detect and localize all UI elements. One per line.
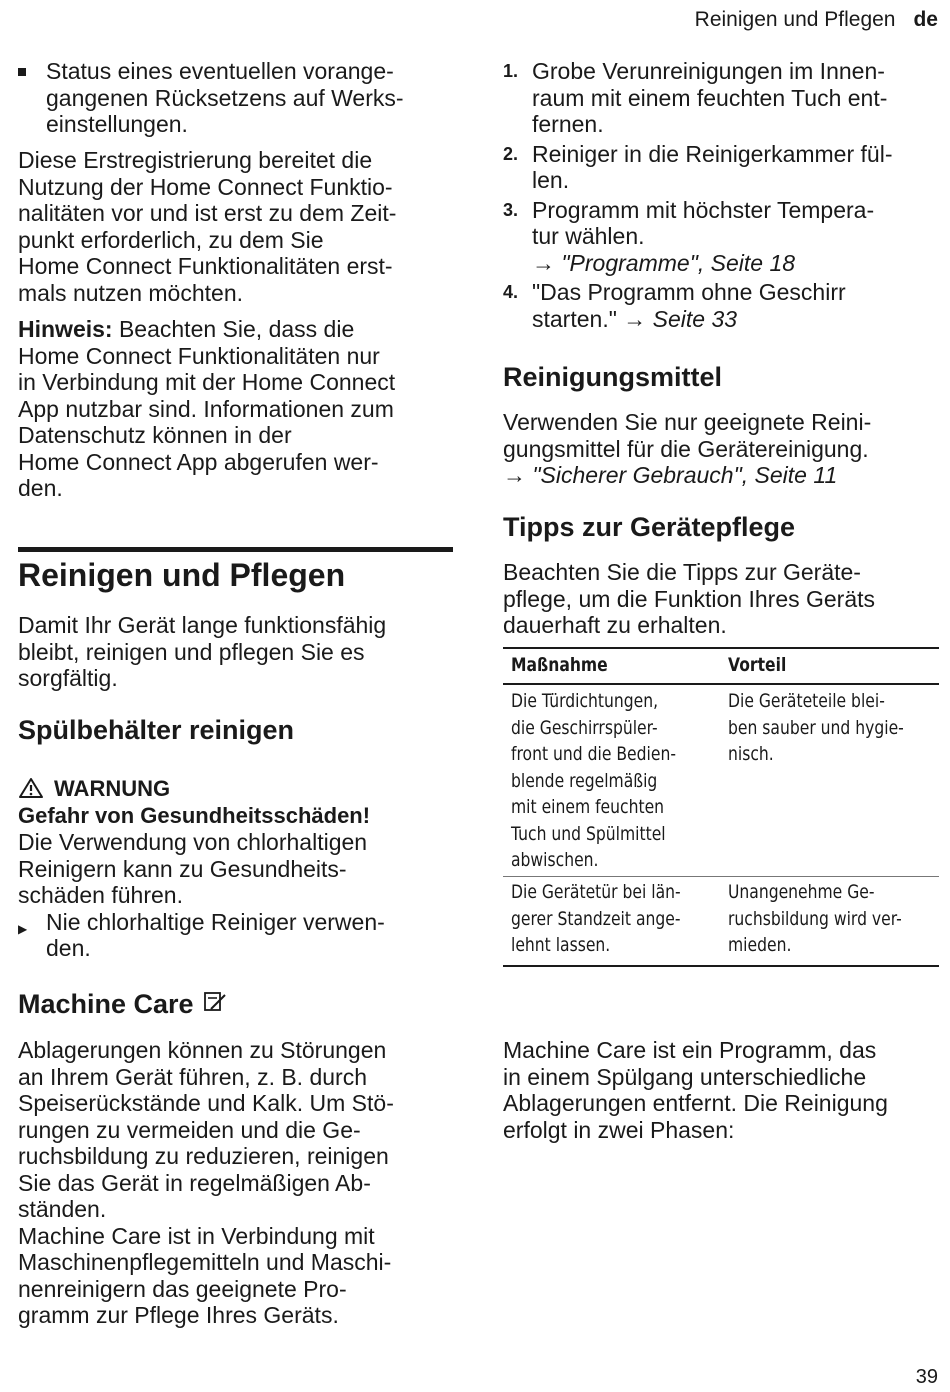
text-line: len.: [532, 167, 570, 193]
text-line: tur wählen.: [532, 223, 645, 249]
step-number: 4.: [503, 282, 519, 302]
text-line: Speiserückstände und Kalk. Um Stö-: [18, 1090, 394, 1116]
paragraph-registration: [18, 147, 396, 306]
text-line: sorgfältig.: [18, 665, 118, 691]
text-line: Home Connect App abgerufen wer-: [18, 448, 379, 475]
cleaning-agents-title: Reinigungsmittel: [503, 362, 723, 392]
text-line: abwischen.: [511, 849, 599, 871]
text-line: dauerhaft zu erhalten.: [503, 612, 727, 638]
warning-label: WARNUNG: [54, 776, 171, 801]
table-cell: [511, 879, 681, 959]
text-line: nisch.: [728, 743, 774, 765]
text-line: Sie das Gerät in regelmäßigen Ab-: [18, 1169, 371, 1196]
page-number: 39: [915, 1366, 938, 1388]
machine-care-title: Machine Care: [18, 989, 194, 1019]
text-line: Verwenden Sie nur geeignete Reini-: [503, 409, 872, 435]
text-line: blende regelmäßig: [511, 769, 658, 792]
machine-care-paragraph: [18, 1037, 394, 1329]
text-line: Reinigern kann zu Gesundheits-: [18, 855, 347, 882]
text-line: in Verbindung mit der Home Connect: [18, 369, 396, 395]
machine-care-icon: [202, 989, 228, 1015]
text-line: die Geschirrspüler-: [511, 716, 658, 739]
step-item: [503, 141, 943, 194]
text-line: Nie chlorhaltige Reiniger verwen-: [46, 908, 385, 935]
text-line: Status eines eventuellen vorange-: [46, 58, 394, 84]
text-line: Home Connect Funktionalitäten erst-: [18, 253, 393, 279]
text-line: erfolgt in zwei Phasen:: [503, 1116, 735, 1143]
step-item: [503, 197, 943, 277]
text-line: pflege, um die Funktion Ihres Geräts: [503, 585, 876, 612]
text-line: gangenen Rücksetzens auf Werks-: [46, 84, 404, 111]
cleaning-agents-text: [503, 409, 871, 489]
step-item: [503, 279, 943, 332]
care-tips-text: [503, 559, 875, 639]
text-line: mit einem feuchten: [511, 796, 665, 818]
text-line: App nutzbar sind. Informationen zum: [18, 395, 394, 422]
table-bottom-rule: [503, 965, 939, 967]
text-line: mals nutzen möchten.: [18, 279, 244, 306]
text-line: ruchsbildung wird ver-: [728, 907, 902, 930]
hint-label: Hinweis:: [18, 316, 113, 342]
text-line: raum mit einem feuchten Tuch ent-: [532, 84, 888, 111]
action-triangle-icon: ▶: [18, 921, 28, 936]
text-line: Datenschutz können in der: [18, 422, 292, 448]
text-line: nalitäten vor und ist erst zu dem Zeit-: [18, 200, 397, 226]
text-line: Reiniger in die Reinigerkammer fül-: [532, 140, 893, 167]
text-line: Die Geräteteile blei-: [728, 690, 885, 712]
text-line: Die Türdichtungen,: [511, 690, 659, 712]
step-number: 3.: [503, 199, 519, 220]
text-line: Diese Erstregistrierung bereitet die: [18, 147, 373, 173]
running-header: [695, 8, 938, 32]
table-row: [503, 876, 939, 965]
cross-reference[interactable]: → Seite 33: [623, 305, 738, 332]
text-line: gerer Standzeit ange-: [511, 907, 681, 930]
care-tips-table: [503, 647, 939, 965]
text-line: Damit Ihr Gerät lange funktionsfähig: [18, 612, 387, 638]
column-header: Vorteil: [728, 654, 787, 676]
text-line: ruchsbildung zu reduzieren, reinigen: [18, 1143, 389, 1169]
text-line: den.: [18, 475, 63, 501]
text-line: Maschinenpflegemitteln und Maschi-: [18, 1249, 392, 1275]
square-bullet-icon: [18, 68, 26, 76]
section-divider: [18, 547, 453, 552]
subsection-title: Spülbehälter reinigen: [18, 715, 295, 745]
warning-block: [18, 776, 458, 962]
warning-heading: Gefahr von Gesundheitsschäden!: [18, 802, 371, 828]
table-cell: [728, 879, 902, 959]
text-line: schäden führen.: [18, 882, 183, 908]
cross-reference[interactable]: → "Programme", Seite 18: [532, 249, 796, 276]
table-row: [503, 683, 939, 876]
column-header: Maßnahme: [511, 654, 608, 676]
care-tips-title: Tipps zur Gerätepflege: [503, 512, 796, 542]
step-number: 2.: [503, 143, 519, 164]
text-line: Machine Care ist in Verbindung mit: [18, 1222, 375, 1249]
text-line: ben sauber und hygie-: [728, 716, 904, 739]
text-line: Home Connect Funktionalitäten nur: [18, 342, 380, 369]
hint-paragraph: [18, 316, 395, 502]
header-language: de: [913, 8, 938, 31]
text-line: Programm mit höchster Tempera-: [532, 196, 875, 223]
text-line: Unangenehme Ge-: [728, 881, 875, 903]
text-line: in einem Spülgang unterschiedliche: [503, 1063, 867, 1090]
text-line: mieden.: [728, 934, 792, 956]
table-cell: [728, 688, 904, 768]
text-line: Beachten Sie die Tipps zur Geräte-: [503, 559, 861, 585]
text-line: nenreinigern das geeignete Pro-: [18, 1275, 347, 1302]
text-line: gungsmittel für die Gerätereinigung.: [503, 435, 869, 462]
text-line: einstellungen.: [46, 111, 188, 137]
step-item: [503, 58, 943, 138]
cross-reference[interactable]: → "Sicherer Gebrauch", Seite 11: [503, 462, 838, 488]
text-line: Die Verwendung von chlorhaltigen: [18, 829, 368, 855]
text-line: "Das Programm ohne Geschirr: [532, 279, 846, 305]
warning-triangle-icon: [18, 777, 44, 799]
text-line: bleibt, reinigen und pflegen Sie es: [18, 638, 365, 665]
text-line: Beachten Sie, dass die: [112, 316, 355, 342]
text-line: starten.": [532, 305, 624, 332]
step-number: 1.: [503, 61, 519, 81]
step-list: [503, 58, 943, 332]
text-line: fernen.: [532, 111, 604, 137]
machine-care-heading: [18, 988, 228, 1020]
text-line: Ablagerungen können zu Störungen: [18, 1037, 387, 1063]
text-line: front und die Bedien-: [511, 743, 676, 765]
header-section: Reinigen und Pflegen: [694, 8, 896, 31]
table-header-row: [503, 647, 939, 683]
text-line: den.: [46, 935, 91, 961]
bullet-item: [18, 58, 458, 138]
text-line: an Ihrem Gerät führen, z. B. durch: [18, 1063, 367, 1090]
text-line: Machine Care ist ein Programm, das: [503, 1037, 877, 1063]
text-line: gramm zur Pflege Ihres Geräts.: [18, 1302, 339, 1328]
text-line: Tuch und Spülmittel: [511, 822, 666, 845]
machine-care-description: [503, 1037, 888, 1143]
text-line: rungen zu vermeiden und die Ge-: [18, 1116, 361, 1143]
text-line: Die Gerätetür bei län-: [511, 881, 681, 903]
section-intro: [18, 612, 386, 692]
text-line: Nutzung der Home Connect Funktio-: [18, 173, 393, 200]
text-line: lehnt lassen.: [511, 934, 611, 956]
text-line: Grobe Verunreinigungen im Innen-: [532, 58, 885, 84]
text-line: punkt erforderlich, zu dem Sie: [18, 226, 324, 253]
text-line: Ablagerungen entfernt. Die Reinigung: [503, 1090, 888, 1116]
table-cell: [511, 688, 676, 874]
section-title: Reinigen und Pflegen: [18, 557, 346, 593]
text-line: ständen.: [18, 1196, 107, 1222]
